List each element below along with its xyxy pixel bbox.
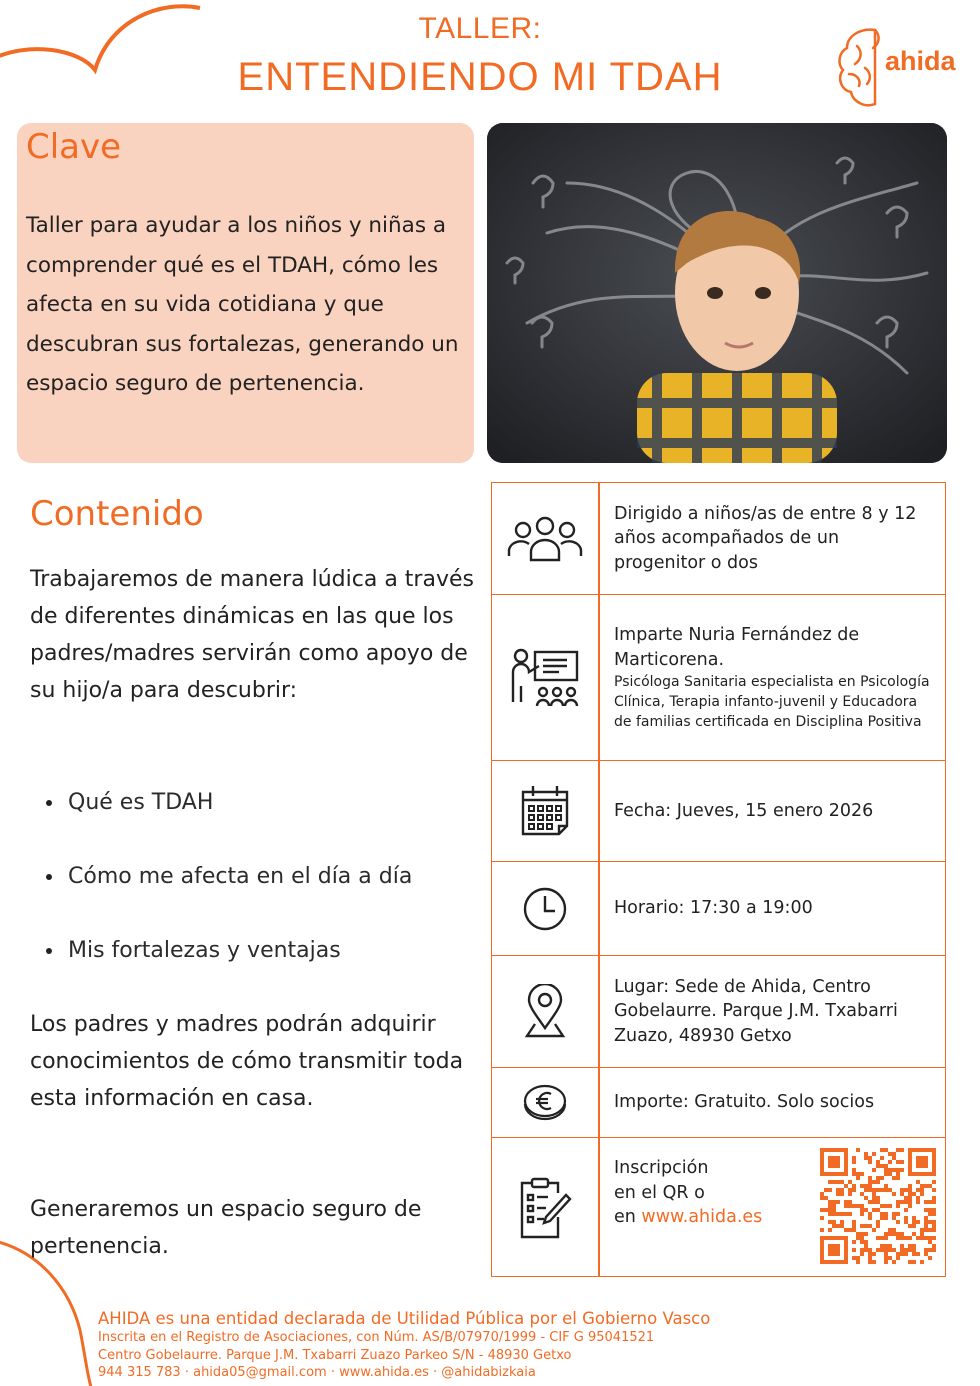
schedule-text: Horario: 17:30 a 19:00 — [614, 898, 813, 919]
price-text: Importe: Gratuito. Solo socios — [614, 1092, 875, 1113]
signup-prefix: en — [614, 1207, 642, 1227]
footer — [98, 1308, 958, 1382]
calendar-icon — [519, 784, 571, 838]
clipboard-form-icon — [518, 1175, 572, 1239]
signup-line-2: en el QR o — [614, 1182, 705, 1203]
info-row-date — [492, 760, 945, 861]
signup-line-1: Inscripción — [614, 1158, 709, 1178]
footer-registry: Inscrita en el Registro de Asociaciones, con Núm. AS/B/07970/1999 - CIF G 95041521 — [98, 1330, 655, 1345]
footer-contact: 944 315 783 · ahida05@gmail.com · www.ahida.es · @ahidabizkaia — [98, 1365, 536, 1380]
instructor-credentials: Psicóloga Sanitaria especialista en Psicología Clínica, Terapia infanto-juvenil y Educadora de familias certificada en Disciplina Positiva — [614, 674, 930, 730]
contenido-heading: Contenido — [30, 494, 204, 534]
info-row-schedule — [492, 861, 945, 955]
list-item: Mis fortalezas y ventajas — [30, 932, 412, 1006]
list-item: Cómo me afecta en el día a día — [30, 858, 412, 932]
teacher-board-icon — [509, 646, 581, 710]
contenido-closing-text: Generaremos un espacio seguro de pertenencia. — [30, 1197, 422, 1259]
clave-heading: Clave — [26, 127, 122, 167]
child-chalkboard-photo — [487, 123, 947, 463]
info-row-price — [492, 1067, 945, 1137]
info-row-instructor — [492, 594, 945, 760]
place-text: Lugar: Sede de Ahida, Centro Gobelaurre. Parque J.M. Txabarri Zuazo, 48930 Getxo — [614, 976, 898, 1046]
contenido-bullet-list — [30, 784, 412, 1006]
logo-wordmark: ahida — [885, 46, 956, 76]
page-title: ENTENDIENDO MI TDAH — [237, 55, 723, 99]
euro-coin-icon — [523, 1084, 567, 1122]
list-item: Qué es TDAH — [30, 784, 412, 858]
footer-utility-statement: AHIDA es una entidad declarada de Utilidad Pública por el Gobierno Vasco — [98, 1309, 711, 1328]
contenido-parents-text: Los padres y madres podrán adquirir conocimientos de cómo transmitir toda esta información en casa. — [30, 1012, 464, 1111]
clock-icon — [522, 886, 568, 932]
group-icon — [507, 514, 583, 564]
info-row-audience — [492, 483, 945, 594]
signup-website-link[interactable]: www.ahida.es — [641, 1207, 763, 1227]
instructor-name: Imparte Nuria Fernández de Marticorena. — [614, 625, 860, 670]
contenido-intro: Trabajaremos de manera lúdica a través de diferentes dinámicas en las que los padres/madres servirán como apoyo de su hijo/a para descubrir: — [30, 567, 474, 703]
footer-address: Centro Gobelaurre. Parque J.M. Txabarri Zuazo Parkeo S/N - 48930 Getxo — [98, 1347, 572, 1363]
clave-description: Taller para ayudar a los niños y niñas a comprender qué es el TDAH, cómo les afecta en su vida cotidiana y que descubran sus fortalezas, generando un espacio seguro de pertenencia. — [26, 213, 459, 396]
title-kicker: TALLER: — [418, 12, 542, 45]
date-text: Fecha: Jueves, 15 enero 2026 — [614, 800, 874, 821]
audience-text: Dirigido a niños/as de entre 8 y 12 años acompañados de un progenitor o dos — [614, 503, 917, 573]
qr-code[interactable] — [820, 1148, 936, 1264]
location-pin-icon — [523, 984, 567, 1040]
info-row-place — [492, 955, 945, 1067]
